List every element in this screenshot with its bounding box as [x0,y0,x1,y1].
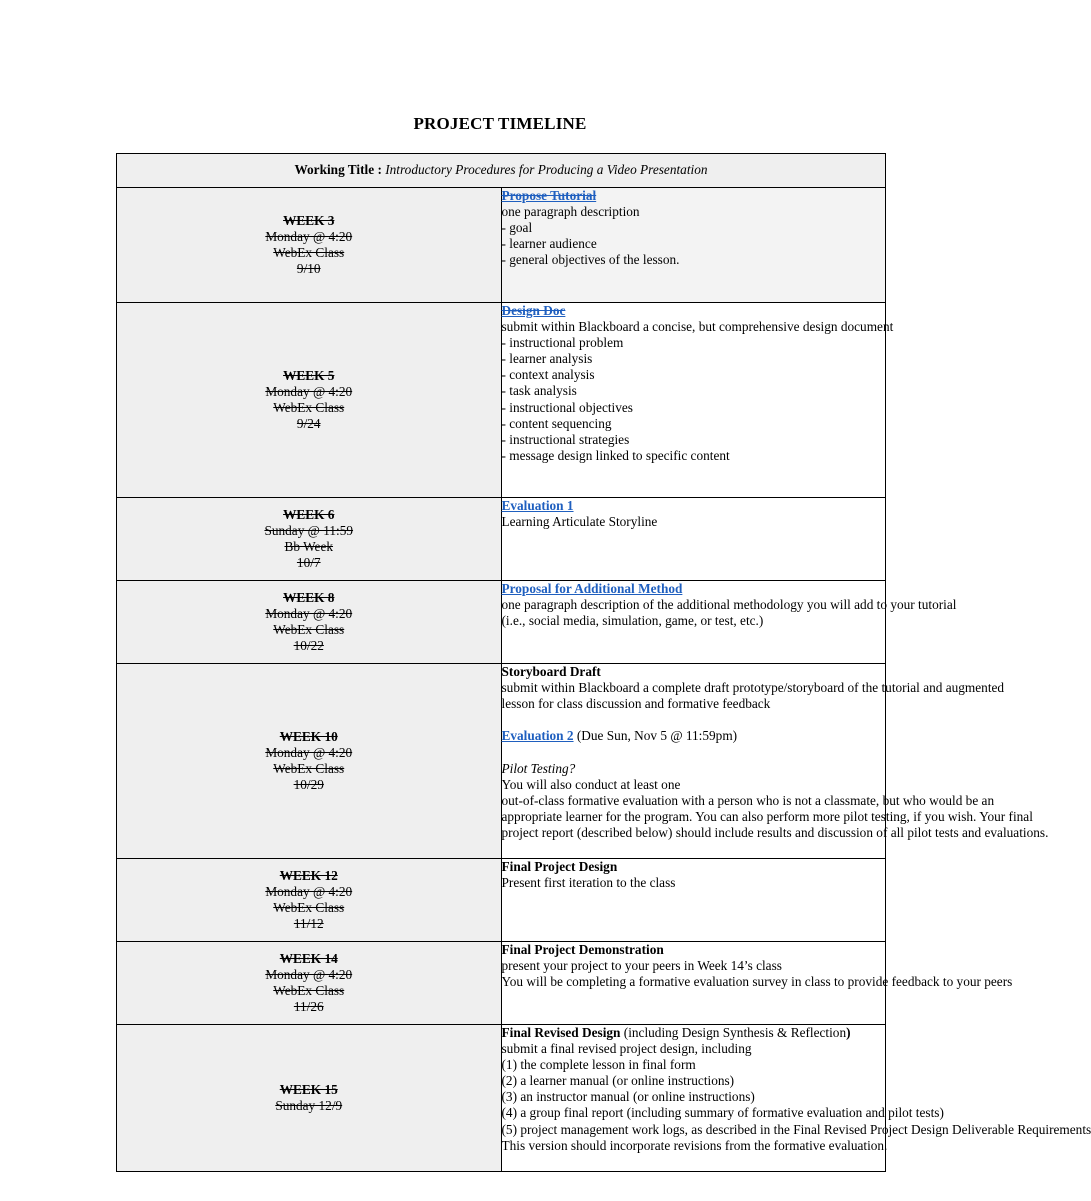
week-date: 10/29 [293,777,324,793]
week-venue: WebEx Class [273,761,345,776]
week-venue: WebEx Class [273,622,345,637]
list-item: submit within Blackboard a complete draft prototype/storyboard of the tutorial and augmented [501,680,1005,696]
week-venue: WebEx Class [273,245,345,260]
week-date: 11/26 [293,999,324,1015]
list-item: - task analysis [501,383,577,399]
list-item: (3) an instructor manual (or online instructions) [501,1089,755,1105]
week-date: 9/10 [296,261,321,277]
final-project-demonstration-heading: Final Project Demonstration [501,942,664,957]
week-time: Monday @ 4:20 [265,966,353,982]
week-label: WEEK 10 [279,728,338,744]
table-row [117,498,886,581]
evaluation-1-link[interactable]: Evaluation 1 [501,498,574,513]
list-item: - instructional objectives [501,399,633,415]
evaluation-2-link[interactable]: Evaluation 2 [501,728,574,744]
list-item: You will be completing a formative evaluation survey in class to provide feedback to your peers [501,974,1013,990]
week-time: Monday @ 4:20 [265,228,353,244]
week-label: WEEK 6 [283,506,335,522]
week-time: Monday @ 4:20 [265,744,353,760]
pilot-testing-heading: Pilot Testing? [501,760,576,776]
spacer [502,744,886,760]
content-cell [501,498,886,581]
list-item: Present first iteration to the class [501,875,676,891]
storyboard-draft-heading: Storyboard Draft [501,664,601,679]
list-item: - instructional problem [501,335,624,351]
final-revised-design-heading: Final Revised Design [501,1025,621,1040]
list-item: out-of-class formative evaluation with a person who is not a classmate, but who would be an [501,792,995,808]
week-cell [117,188,502,303]
week-date: 11/12 [293,916,324,932]
week-time: Monday @ 4:20 [265,605,353,621]
week-time: Sunday @ 11:59 [264,522,354,538]
week-label: WEEK 12 [279,867,338,883]
week-date: 9/24 [296,416,321,432]
table-row [117,859,886,942]
table-row [117,188,886,303]
week-cell [117,498,502,581]
list-item: - context analysis [501,367,595,383]
list-item: present your project to your peers in Week 14’s class [501,958,782,974]
page-title: PROJECT TIMELINE [413,114,587,133]
week-venue: Bb Week [284,539,334,554]
week-cell [117,1025,502,1172]
working-title-value: Introductory Procedures for Producing a Video Presentation [385,162,708,178]
week-label: WEEK 3 [283,212,335,228]
week-label: WEEK 8 [283,589,335,605]
list-item: - content sequencing [501,415,612,431]
week-cell [117,581,502,664]
design-doc-link[interactable]: Design Doc [501,303,566,318]
list-item: - general objectives of the lesson. [501,252,680,268]
week-cell [117,942,502,1025]
timeline-table [116,153,1091,1172]
list-item: (1) the complete lesson in final form [501,1057,696,1073]
list-item: - instructional strategies [501,431,630,447]
week-date: Sunday 12/9 [275,1098,343,1113]
week-time: Monday @ 4:20 [265,883,353,899]
list-item: - message design linked to specific content [501,447,730,463]
working-title-cell [117,154,886,188]
final-project-design-heading: Final Project Design [501,859,618,874]
week-label: WEEK 5 [283,367,335,383]
list-item: - learner analysis [501,351,593,367]
table-row [117,1025,886,1172]
working-title-row [117,154,886,188]
list-item: one paragraph description of the additional methodology you will add to your tutorial [501,597,957,613]
list-item: This version should incorporate revisions from the formative evaluation. [501,1137,888,1153]
list-item: submit a final revised project design, including [501,1041,752,1057]
table-row [117,581,886,664]
list-item: (i.e., social media, simulation, game, or test, etc.) [501,613,764,629]
week-cell [117,664,502,859]
table-row [117,303,886,498]
list-item: appropriate learner for the program. You can also perform more pilot testing, if you wish. Your final [501,808,1033,824]
list-item: - learner audience [501,236,597,252]
week-venue: WebEx Class [273,400,345,415]
week-cell [117,303,502,498]
propose-tutorial-link[interactable]: Propose Tutorial [501,188,597,203]
week-date: 10/7 [296,555,321,571]
evaluation-2-due: (Due Sun, Nov 5 @ 11:59pm) [573,728,738,744]
table-row [117,942,886,1025]
final-revised-design-line [502,1025,886,1041]
list-item: - goal [501,220,533,236]
content-cell [501,188,886,303]
content-cell [501,581,957,664]
week-time: Monday @ 4:20 [265,383,353,399]
list-item: (2) a learner manual (or online instructions) [501,1073,735,1089]
week-label: WEEK 14 [279,950,338,966]
list-item: lesson for class discussion and formative feedback [501,696,771,712]
working-title-label: Working Title : [294,162,382,178]
content-cell [501,1025,1091,1172]
list-item: Learning Articulate Storyline [501,514,658,530]
final-revised-design-suffix: (including Design Synthesis & Reflection [620,1025,847,1040]
content-cell [501,664,1049,859]
week-cell [117,859,502,942]
table-row [117,664,886,859]
final-revised-design-close: ) [846,1025,851,1040]
week-venue: WebEx Class [273,900,345,915]
spacer [502,712,886,728]
week-date: 10/22 [293,638,324,654]
list-item: project report (described below) should include results and discussion of all pilot tests and evaluations. [501,824,1049,840]
list-item: submit within Blackboard a concise, but comprehensive design document [501,319,894,335]
week-label: WEEK 15 [279,1081,338,1097]
proposal-additional-method-link[interactable]: Proposal for Additional Method [501,581,683,596]
content-cell [501,303,894,498]
week-venue: WebEx Class [273,983,345,998]
content-cell [501,942,1013,1025]
list-item: (4) a group final report (including summary of formative evaluation and pilot tests) [501,1105,944,1121]
evaluation-2-line [502,728,886,744]
list-item: (5) project management work logs, as described in the Final Revised Project Design Deliverable Requirements [501,1121,1091,1137]
list-item: one paragraph description [501,204,640,220]
list-item: You will also conduct at least one [501,776,681,792]
content-cell [501,859,886,942]
